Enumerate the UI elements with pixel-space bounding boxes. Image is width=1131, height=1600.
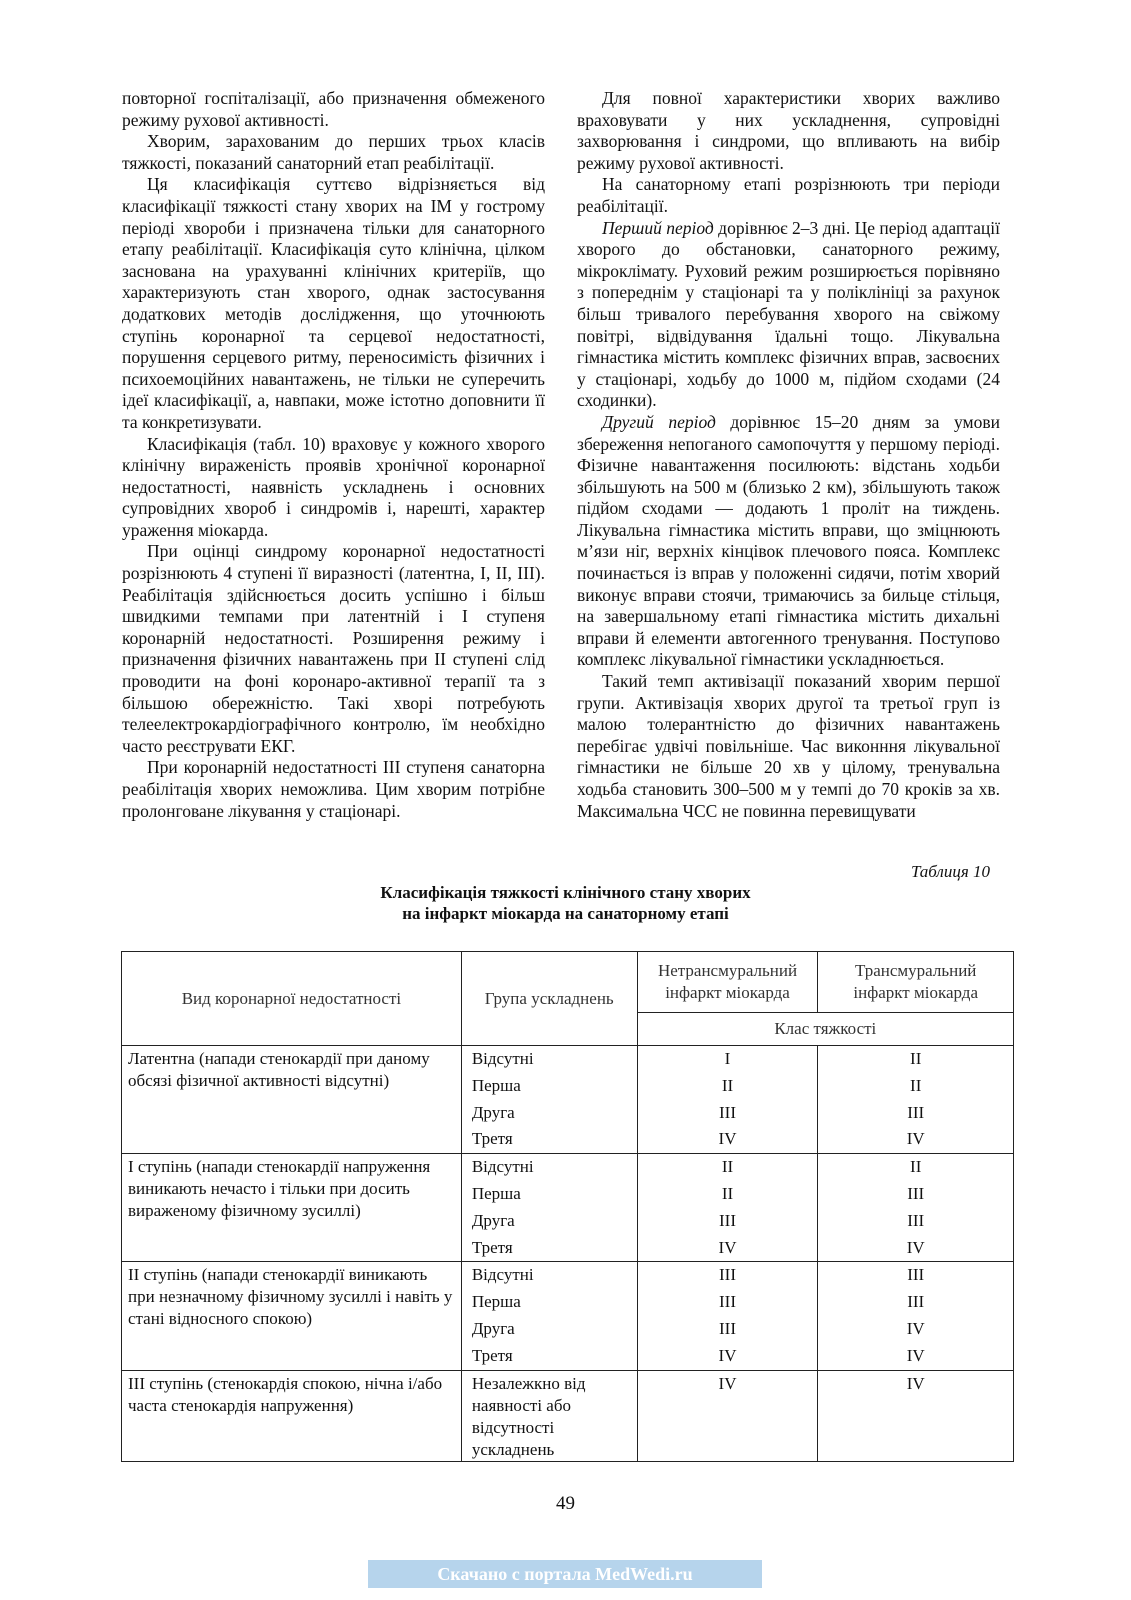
group-cell (461, 1046, 637, 1154)
second-period-label: Другий період (602, 411, 716, 432)
group-value: Перша (471, 1292, 521, 1312)
class-value: IV (906, 1373, 925, 1393)
group-value: Третя (471, 1237, 513, 1257)
class-value: III (907, 1102, 925, 1122)
header-transmural: Трансмуральний інфаркт міокарда (818, 952, 1014, 1013)
group-cell (461, 1370, 637, 1461)
class-value: IV (718, 1237, 737, 1257)
header-nontransmural: Нетрансмуральний інфаркт міокарда (637, 952, 818, 1013)
table-caption: Таблиця 10 (910, 862, 990, 881)
group-value: Незалежкно від наявності або відсутності ускладнень (471, 1373, 586, 1459)
header-severity-class: Клас тяжкості (637, 1013, 1013, 1046)
header-group: Група ускладнень (461, 952, 637, 1046)
download-banner: Скачано с портала MedWedi.ru (368, 1560, 762, 1588)
class-value: III (719, 1102, 736, 1122)
class-value: IV (718, 1129, 737, 1149)
class-value: II (721, 1075, 734, 1095)
class-value: IV (906, 1237, 925, 1257)
nontransmural-class-cell (637, 1154, 818, 1262)
first-period-label: Перший період (602, 217, 714, 238)
class-value: III (907, 1210, 925, 1230)
class-value: III (907, 1183, 925, 1203)
second-period-text: дорівнює 15–20 дням за умови збереження непоганого самопочуття у першому періоді. Фізичне навантаження посилюють: відстань ходьби збільшують на 500 м (близько 2 км), збільшують також підйом сходами — додають 1 проліт на тиждень. Лікувальна гімнастика містить вправи, що зміцнюють м’язи ніг, верхніх кінцівок плечового пояса. Комплекс починається із вправ у положенні сидячи, потім хворий виконує вправи стоячи, тримаючись за бильце стільця, на завершальному етапі гімнастика містить дихальні вправи й елементи автогенного тренування. Поступово комплекс лікувальної гімнастики ускладнюється. (577, 411, 1000, 670)
coronary-type-cell: Латентна (напади стенокардії при даному обсязі фізичної активності відсутні) (122, 1046, 462, 1154)
class-value: IV (718, 1373, 737, 1393)
group-value: Перша (471, 1075, 521, 1095)
group-value: Друга (471, 1210, 515, 1230)
table-title-line-1: Класифікація тяжкості клінічного стану хворих (380, 883, 751, 902)
group-value: Третя (471, 1345, 513, 1365)
right-paragraph-1: Для повної характеристики хворих важливо враховувати у них ускладнення, супровідні захворювання і синдроми, що впливають на вибір режиму рухової активності. (577, 88, 1000, 173)
group-value: Друга (471, 1318, 515, 1338)
left-paragraph-4: Класифікація (табл. 10) враховує у кожного хворого клінічну вираженість проявів хронічної коронарної недостатності, наявність ускладнень і основних супровідних хвороб і синдромів і, нарешті, характер ураження міокарда. (122, 433, 545, 540)
class-value: IV (906, 1318, 925, 1338)
right-paragraph-3 (577, 218, 1000, 412)
group-value: Відсутні (471, 1049, 534, 1068)
group-value: Третя (471, 1129, 513, 1149)
transmural-class-cell (818, 1262, 1014, 1370)
class-value: II (910, 1157, 922, 1177)
left-paragraph-2: Хворим, зарахованим до перших трьох класів тяжкості, показаний санаторний етап реабілітації. (122, 131, 545, 173)
table-title (0, 882, 1131, 924)
class-value: III (719, 1265, 736, 1285)
class-value: II (721, 1183, 734, 1203)
left-paragraph-5: При оцінці синдрому коронарної недостатності розрізнюють 4 ступені її виразності (латентна, І, ІІ, ІІІ). Реабілітація здійснюється досить успішно і більш швидкими темпами при латентній і І ступеня коронарній недостатності. Розширення режиму і призначення фізичних навантажень при ІІ ступені слід проводити на фоні коронаро-активної терапії та з більшою обережністю. Такі хворі потребують телеелектрокардіографічного контролю, їм необхідно часто реєструвати ЕКГ. (122, 541, 545, 756)
first-period-text: дорівнює 2–3 дні. Це період адаптації хворого до обстановки, санаторного режиму, мікроклімату. Руховий режим розширюється порівняно з попереднім у стаціонарі та у поліклініці за рахунок більш тривалого перебування хворого на свіжому повітрі, відвідування їдальні тощо. Лікувальна гімнастика містить комплекс фізичних вправ, засвоєних у стаціонарі, ходьбу до 1000 м, підйом сходами (24 сходинки). (577, 217, 1001, 411)
group-value: Відсутні (471, 1265, 534, 1285)
group-cell (461, 1154, 637, 1262)
class-value: III (907, 1292, 925, 1312)
class-value: I (724, 1049, 731, 1068)
table-row (122, 1370, 1014, 1461)
class-value: III (719, 1318, 736, 1338)
class-value: IV (906, 1129, 925, 1149)
left-paragraph-1: повторної госпіталізації, або призначення обмеженого режиму рухової активності. (122, 88, 545, 130)
class-value: II (721, 1157, 734, 1177)
left-paragraph-3: Ця класифікація суттєво відрізняється від класифікації тяжкості стану хворих на ІМ у гострому періоді хвороби і призначена тільки для санаторного етапу реабілітації. Класифікація суто клінічна, цілком заснована на урахуванні клінічних критеріїв, що характеризують стан хворого, однак застосування додаткових методів дослідження, що уточнюють ступінь коронарної та серцевої недостатності, порушення серцевого ритму, переносимість фізичних і психоемоційних навантажень, не тільки не суперечить ідеї класифікації, а, навпаки, може істотно доповнити її та конкретизувати. (122, 174, 545, 432)
table-row (122, 1046, 1014, 1154)
coronary-type-cell: II ступінь (напади стенокардії виникають при незначному фізичному зусиллі і навіть у стані відносного спокою) (122, 1262, 462, 1370)
class-value: II (910, 1075, 922, 1095)
header-type: Вид коронарної недостатності (122, 952, 462, 1046)
class-value: III (907, 1265, 925, 1285)
right-column (577, 88, 1000, 822)
table-row (122, 1154, 1014, 1262)
page-number: 49 (556, 1493, 575, 1514)
class-value: III (719, 1292, 736, 1312)
right-paragraph-2: На санаторному етапі розрізнюють три періоди реабілітації. (577, 174, 1000, 216)
class-value: II (910, 1049, 922, 1068)
nontransmural-class-cell (637, 1262, 818, 1370)
class-value: III (719, 1210, 736, 1230)
group-value: Друга (471, 1102, 515, 1122)
right-paragraph-4 (577, 412, 1000, 671)
group-value: Відсутні (471, 1157, 534, 1177)
nontransmural-class-cell (637, 1370, 818, 1461)
table-title-line-2: на інфаркт міокарда на санаторному етапі (402, 904, 729, 923)
left-paragraph-6: При коронарній недостатності ІІІ ступеня санаторна реабілітація хворих неможлива. Цим хворим потрібне пролонговане лікування у стаціонарі. (122, 757, 545, 821)
class-value: IV (718, 1345, 737, 1365)
right-paragraph-5: Такий темп активізації показаний хворим першої групи. Активізація хворих другої та третьої груп із малою толерантністю до фізичних навантажень перебігає удвічі повільніше. Час виконння лікувальної гімнастики не більше 20 хв у цілому, тренувальна ходьба становить 300–500 м у темпі до 70 кроків за хв. Максимальна ЧСС не повинна перевищувати (577, 671, 1000, 821)
coronary-type-cell: I ступінь (напади стенокардії напруження виникають нечасто і тільки при досить вираженому фізичному зусиллі) (122, 1154, 462, 1262)
coronary-type-cell: III ступінь (стенокардія спокою, нічна і/або часта стенокардія напруження) (122, 1370, 462, 1461)
transmural-class-cell (818, 1370, 1014, 1461)
group-value: Перша (471, 1183, 521, 1203)
nontransmural-class-cell (637, 1046, 818, 1154)
left-column (122, 88, 545, 822)
table-row (122, 1262, 1014, 1370)
classification-table (121, 951, 1014, 1462)
transmural-class-cell (818, 1046, 1014, 1154)
class-value: IV (906, 1345, 925, 1365)
group-cell (461, 1262, 637, 1370)
transmural-class-cell (818, 1154, 1014, 1262)
